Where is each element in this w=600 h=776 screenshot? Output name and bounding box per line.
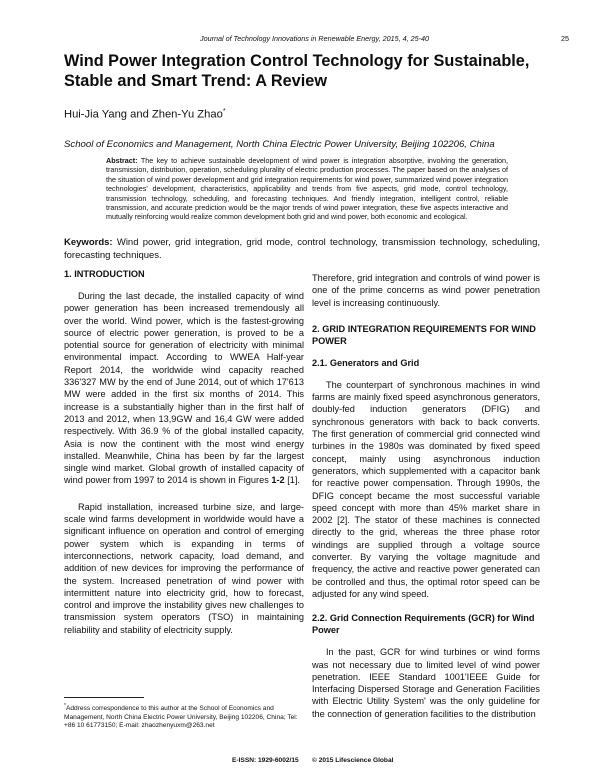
figure-reference[interactable]: 1-2 — [271, 475, 285, 486]
page-number: 25 — [561, 34, 569, 43]
subsection-heading-gcr: 2.2. Grid Connection Requirements (GCR) for Wind Power — [312, 613, 535, 636]
citation-reference[interactable]: [1]. — [284, 475, 300, 486]
journal-header: Journal of Technology Innovations in Renewable Energy, 2015, 4, 25-40 — [200, 34, 429, 43]
footnote-mark: * — [64, 703, 66, 709]
section-heading-grid-integration: 2. GRID INTEGRATION REQUIREMENTS FOR WIND POWER — [312, 323, 536, 346]
footnote-text: Address correspondence to this author at the School of Economics and Management, North China Electric Power University, Beijing 102206, China; Tel: +86 10 61773150; E-mail: zhaozhenyuxm@263.net — [64, 705, 298, 729]
issn: E-ISSN: 1929-6002/15 — [232, 757, 299, 764]
generators-paragraph: The counterpart of synchronous machines in wind farms are mainly fixed speed asynchronous generators, doubly-fed induction generators (DFIG) and synchronous generators with back to back converts. The first generation of commercial grid connected wind turbines in the 1980s was dominated by fixed speed concept, mainly using asynchronous induction generators, which supplemented with a capacitor bank for reactive power compensation. Through 1990s, the DFIG concept became the most successful variable speed concept with more than 45% market share in 2002 [2]. The stator of these machines is connected directly to the grid, whereas the three phase rotor windings are supplied through a voltage source converter. By varying the voltage magnitude and frequency, the active and reactive power generated can be controlled and thus, the optimal rotor speed can be adjusted for any wind speed. — [312, 379, 540, 599]
copyright: © 2015 Lifescience Global — [312, 757, 394, 764]
keywords-text: Wind power, grid integration, grid mode, control technology, transmission technology, scheduling, forecasting techniques. — [64, 237, 540, 261]
abstract-text: The key to achieve sustainable development of wind power is integration absorptive, involving the generation, transmission, distribution, operation, scheduling plurality of electric production processes. The paper based on the analyses of the situation of wind power development and grid integration requirements for wind power, summarized wind power integration technologies' development, characteristics, applicability and trends from five aspects, grid mode, control technology, transmission technology, scheduling, and forecasting techniques. And friendly integration, intelligent control, reliable transmission, and accurate prediction would be the major trends of wind power integration, these five aspects interactive and mutually reinforcing would realize common development both grid and wind power, both economic and ecological. — [106, 156, 508, 222]
author-mark: * — [222, 108, 226, 115]
intro-paragraph-1 — [64, 290, 304, 487]
intro-paragraph-3: Therefore, grid integration and controls of wind power is one of the prime concerns as wind power penetration level is increasing continuously. — [312, 273, 540, 308]
paper-title: Wind Power Integration Control Technology for Sustainable, Stable and Smart Trend: A Review — [64, 52, 530, 90]
footnote-divider — [64, 697, 144, 698]
gcr-paragraph: In the past, GCR for wind turbines or wind forms was not necessary due to limited level of wind power penetration. IEEE Standard 1001'IEEE Guide for Interfacing Dispersed Storage and Generation Facilities with Electric Utility System' was the only guideline for the connection of generation facilities to the distribution — [312, 647, 540, 719]
footnote — [64, 702, 304, 730]
keywords — [64, 237, 540, 262]
left-column — [64, 268, 304, 644]
subsection-heading-generators: 2.1. Generators and Grid — [312, 357, 420, 368]
section-heading-introduction: 1. INTRODUCTION — [64, 269, 145, 279]
right-column — [312, 272, 540, 728]
abstract-label: Abstract: — [106, 156, 138, 165]
affiliation: School of Economics and Management, North China Electric Power University, Beijing 102206, China — [64, 139, 495, 150]
author-names: Hui-Jia Yang and Zhen-Yu Zhao — [64, 108, 223, 121]
authors — [64, 108, 226, 121]
intro-paragraph-2: Rapid installation, increased turbine size, and large-scale wind farms development in worldwide would have a significant influence on operation and control of emerging power system which is expanding in terms of interconnections, network capacity, load demand, and addition of new devices for improving the performance of the system. Increased penetration of wind power with intermittent nature into electricity grid, how to forecast, control and improve the instability gives new challenges to transmission system operators (TSO) in maintaining reliability and stability of electricity supply. — [64, 501, 304, 635]
intro-paragraph-1-text: During the last decade, the installed capacity of wind power generation has been increased tremendously all over the world. Wind power, which is the fastest-growing source of electric power generation, is proved to be a potential source for generation of electricity with minimal environmental impact. According to WWEA Half-year Report 2014, the worldwide wind capacity reached 336'327 MW by the end of June 2014, out of which 17'613 MW were added in the first six months of 2014. This increase is a substantially higher than in the first half of 2013 and 2012, when 13,9GW and 16,4 GW were added respectively. With 36.9 % of the global installed capacity, Asia is now the continent with the most wind energy installed. Meanwhile, China has been by far the largest single wind market. Global growth of installed capacity of wind power from 1997 to 2014 is shown in Figures — [64, 291, 304, 486]
abstract — [106, 156, 508, 222]
keywords-label: Keywords: — [64, 237, 113, 248]
